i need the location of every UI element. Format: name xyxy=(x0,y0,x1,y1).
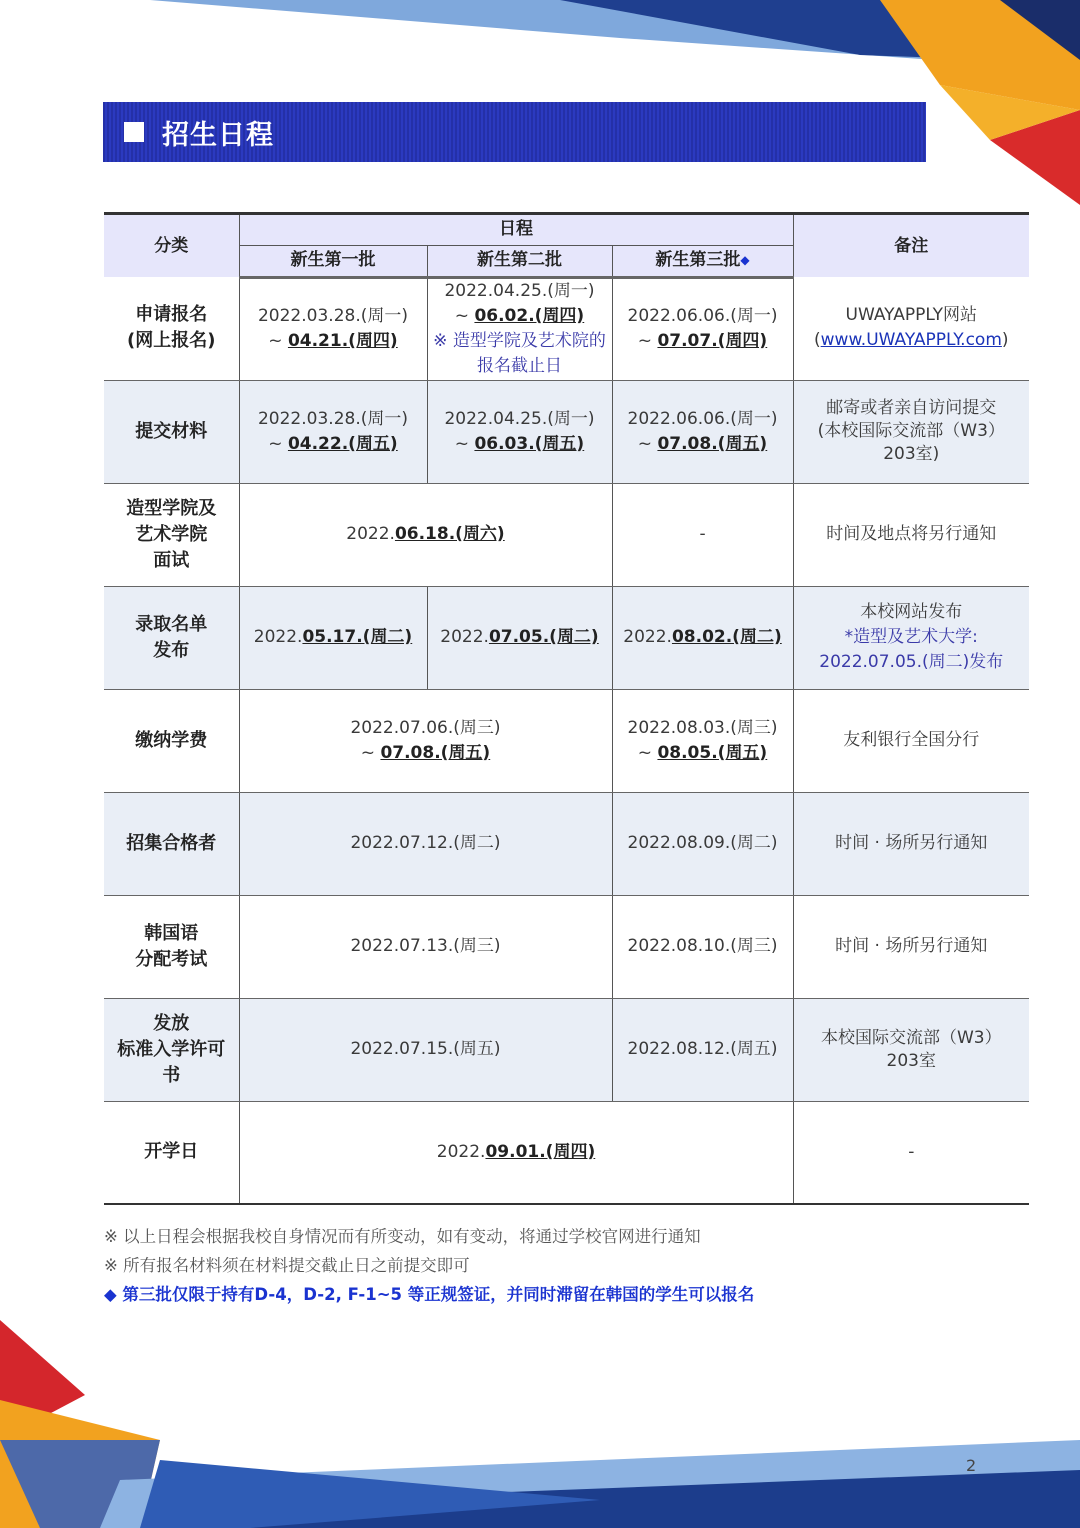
row-category: 发放 标准入学许可 书 xyxy=(104,998,239,1101)
tuition-batch3: 2022.08.03.(周三) ~ 08.05.(周五) xyxy=(612,689,793,792)
row-category: 提交材料 xyxy=(104,380,239,483)
tuition-batch12: 2022.07.06.(周三) ~ 07.08.(周五) xyxy=(239,689,612,792)
apply-batch3: 2022.06.06.(周一) ~ 07.07.(周四) xyxy=(612,277,793,380)
submit-batch1: 2022.03.28.(周一) ~ 04.22.(周五) xyxy=(239,380,427,483)
header-batch1: 新生第一批 xyxy=(239,245,427,277)
apply-batch2: 2022.04.25.(周一) ~ 06.02.(周四) ※ 造型学院及艺术院的报名截止日 xyxy=(427,277,612,380)
table-row xyxy=(104,895,1029,998)
footnote-1: ※ 以上日程会根据我校自身情况而有所变动，如有变动，将通过学校官网进行通知 xyxy=(104,1227,701,1246)
section-title: 招生日程 xyxy=(162,119,274,151)
opening-all-batches: 2022.09.01.(周四) xyxy=(239,1101,793,1204)
permit-remark: 本校国际交流部（W3） 203室 xyxy=(793,998,1029,1101)
apply-batch2-note: ※ 造型学院及艺术院的报名截止日 xyxy=(433,331,606,376)
row-category: 招集合格者 xyxy=(104,792,239,895)
table-row xyxy=(104,792,1029,895)
korean-test-batch12: 2022.07.13.(周三) xyxy=(239,895,612,998)
footnotes xyxy=(104,1222,754,1309)
admission-batch3: 2022.08.02.(周二) xyxy=(612,586,793,689)
apply-batch1: 2022.03.28.(周一) ~ 04.21.(周四) xyxy=(239,277,427,380)
header-batch3: 新生第三批◆ xyxy=(612,245,793,277)
tuition-remark: 友利银行全国分行 xyxy=(793,689,1029,792)
row-category: 申请报名 (网上报名) xyxy=(104,277,239,380)
section-title-bar xyxy=(103,102,926,162)
table-row xyxy=(104,483,1029,586)
row-category: 韩国语 分配考试 xyxy=(104,895,239,998)
admission-remark: 本校网站发布 *造型及艺术大学: 2022.07.05.(周二)发布 xyxy=(793,586,1029,689)
interview-batch12: 2022.06.18.(周六) xyxy=(239,483,612,586)
table-row xyxy=(104,998,1029,1101)
interview-remark: 时间及地点将另行通知 xyxy=(793,483,1029,586)
table-header-row xyxy=(104,214,1029,246)
page-number: 2 xyxy=(966,1456,977,1475)
row-category: 开学日 xyxy=(104,1101,239,1204)
schedule-table xyxy=(104,212,1029,1205)
table-row xyxy=(104,586,1029,689)
uwayapply-link[interactable]: www.UWAYAPPLY.com xyxy=(820,330,1002,351)
permit-batch3: 2022.08.12.(周五) xyxy=(612,998,793,1101)
row-category: 造型学院及 艺术学院 面试 xyxy=(104,483,239,586)
table-row xyxy=(104,689,1029,792)
permit-batch12: 2022.07.15.(周五) xyxy=(239,998,612,1101)
row-category: 缴纳学费 xyxy=(104,689,239,792)
submit-batch2: 2022.04.25.(周一) ~ 06.03.(周五) xyxy=(427,380,612,483)
korean-test-remark: 时间 · 场所另行通知 xyxy=(793,895,1029,998)
table-row xyxy=(104,1101,1029,1204)
diamond-icon: ◆ xyxy=(740,253,750,268)
korean-test-batch3: 2022.08.10.(周三) xyxy=(612,895,793,998)
footnote-2: ※ 所有报名材料须在材料提交截止日之前提交即可 xyxy=(104,1256,470,1275)
submit-remark: 邮寄或者亲自访问提交 (本校国际交流部（W3） 203室) xyxy=(793,380,1029,483)
table-row xyxy=(104,380,1029,483)
gathering-remark: 时间 · 场所另行通知 xyxy=(793,792,1029,895)
header-schedule: 日程 xyxy=(239,214,793,246)
header-remarks: 备注 xyxy=(793,214,1029,278)
gathering-batch3: 2022.08.09.(周二) xyxy=(612,792,793,895)
header-category: 分类 xyxy=(104,214,239,278)
row-category: 录取名单 发布 xyxy=(104,586,239,689)
gathering-batch12: 2022.07.12.(周二) xyxy=(239,792,612,895)
table-row xyxy=(104,277,1029,380)
admission-batch2: 2022.07.05.(周二) xyxy=(427,586,612,689)
opening-remark: - xyxy=(793,1101,1029,1204)
footnote-3: ◆ 第三批仅限于持有D-4，D-2, F-1~5 等正规签证，并同时滞留在韩国的学生可以报名 xyxy=(104,1285,755,1304)
title-square-icon xyxy=(124,122,144,142)
apply-remark: UWAYAPPLY网站 (www.UWAYAPPLY.com) xyxy=(793,277,1029,380)
admission-batch1: 2022.05.17.(周二) xyxy=(239,586,427,689)
interview-batch3: - xyxy=(612,483,793,586)
header-batch2: 新生第二批 xyxy=(427,245,612,277)
submit-batch3: 2022.06.06.(周一) ~ 07.08.(周五) xyxy=(612,380,793,483)
